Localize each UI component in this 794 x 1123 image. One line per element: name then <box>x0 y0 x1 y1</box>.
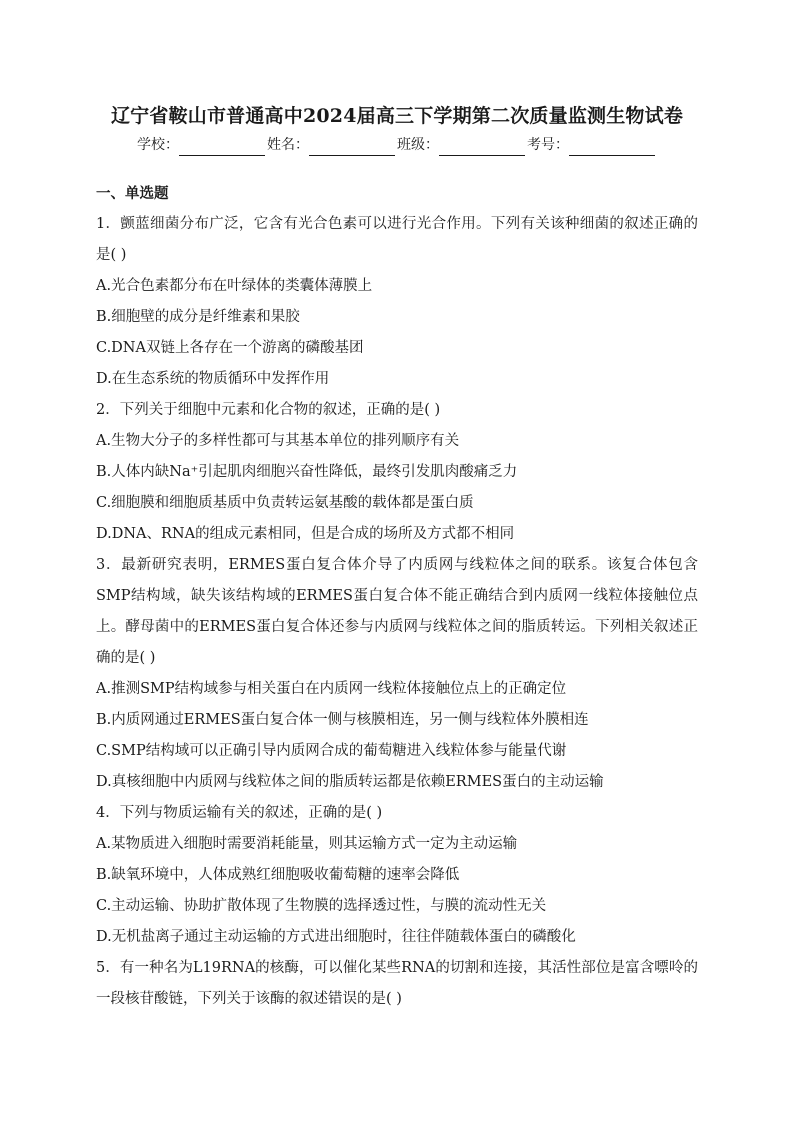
name-blank <box>309 141 395 156</box>
school-blank <box>179 141 265 156</box>
question-1 <box>96 209 698 395</box>
option-d: D.真核细胞中内质网与线粒体之间的脂质转运都是依赖ERMES蛋白的主动运输 <box>96 774 604 790</box>
school-field <box>137 134 267 156</box>
question-stem: 4．下列与物质运输有关的叙述，正确的是( ) <box>96 805 383 821</box>
option-b: B.人体内缺Na⁺引起肌肉细胞兴奋性降低，最终引发肌肉酸痛乏力 <box>96 464 518 480</box>
question-stem: 2．下列关于细胞中元素和化合物的叙述，正确的是( ) <box>96 402 441 418</box>
question-stem: 5．有一种名为L19RNA的核酶，可以催化某些RNA的切割和连接，其活性部位是富含嘌呤的一段核苷酸链，下列关于该酶的叙述错误的是( ) <box>96 960 698 1007</box>
exam-body <box>96 178 698 1015</box>
class-label: 班级： <box>397 137 439 153</box>
question-2 <box>96 395 698 550</box>
option-c: C.主动运输、协助扩散体现了生物膜的选择透过性，与膜的流动性无关 <box>96 898 547 914</box>
exam-number-label: 考号： <box>527 137 569 153</box>
option-d: D.在生态系统的物质循环中发挥作用 <box>96 371 330 387</box>
option-a: A.生物大分子的多样性都可与其基本单位的排列顺序有关 <box>96 433 460 449</box>
class-field <box>397 134 527 156</box>
option-a: A.光合色素都分布在叶绿体的类囊体薄膜上 <box>96 278 373 294</box>
question-stem: 3．最新研究表明，ERMES蛋白复合体介导了内质网与线粒体之间的联系。该复合体包含SMP结构域，缺失该结构域的ERMES蛋白复合体不能正确结合到内质网一线粒体接触位点上。酵母菌中的ERMES蛋白复合体还参与内质网与线粒体之间的脂质转运。下列相关叙述正确的是( ) <box>96 557 698 666</box>
student-info-row <box>0 134 794 156</box>
exam-number-field <box>527 134 657 156</box>
option-a: A.某物质进入细胞时需要消耗能量，则其运输方式一定为主动运输 <box>96 836 518 852</box>
option-d: D.DNA、RNA的组成元素相同，但是合成的场所及方式都不相同 <box>96 526 515 542</box>
question-3 <box>96 550 698 798</box>
question-4 <box>96 798 698 953</box>
question-stem: 1．颤蓝细菌分布广泛，它含有光合色素可以进行光合作用。下列有关该种细菌的叙述正确的是( ) <box>96 216 698 263</box>
question-5 <box>96 953 698 1015</box>
option-c: C.细胞膜和细胞质基质中负责转运氨基酸的载体都是蛋白质 <box>96 495 474 511</box>
class-blank <box>439 141 525 156</box>
section-heading: 一、单选题 <box>96 185 169 202</box>
option-a: A.推测SMP结构域参与相关蛋白在内质网一线粒体接触位点上的正确定位 <box>96 681 567 697</box>
exam-title: 辽宁省鞍山市普通高中2024届高三下学期第二次质量监测生物试卷 <box>110 105 684 127</box>
option-c: C.DNA双链上各存在一个游离的磷酸基团 <box>96 340 364 356</box>
name-label: 姓名： <box>267 137 309 153</box>
name-field <box>267 134 397 156</box>
exam-number-blank <box>569 141 655 156</box>
option-b: B.细胞壁的成分是纤维素和果胶 <box>96 309 300 325</box>
option-b: B.缺氧环境中，人体成熟红细胞吸收葡萄糖的速率会降低 <box>96 867 460 883</box>
option-b: B.内质网通过ERMES蛋白复合体一侧与核膜相连，另一侧与线粒体外膜相连 <box>96 712 589 728</box>
option-c: C.SMP结构域可以正确引导内质网合成的葡萄糖进入线粒体参与能量代谢 <box>96 743 567 759</box>
school-label: 学校： <box>137 137 179 153</box>
option-d: D.无机盐离子通过主动运输的方式进出细胞时，往往伴随载体蛋白的磷酸化 <box>96 929 576 945</box>
